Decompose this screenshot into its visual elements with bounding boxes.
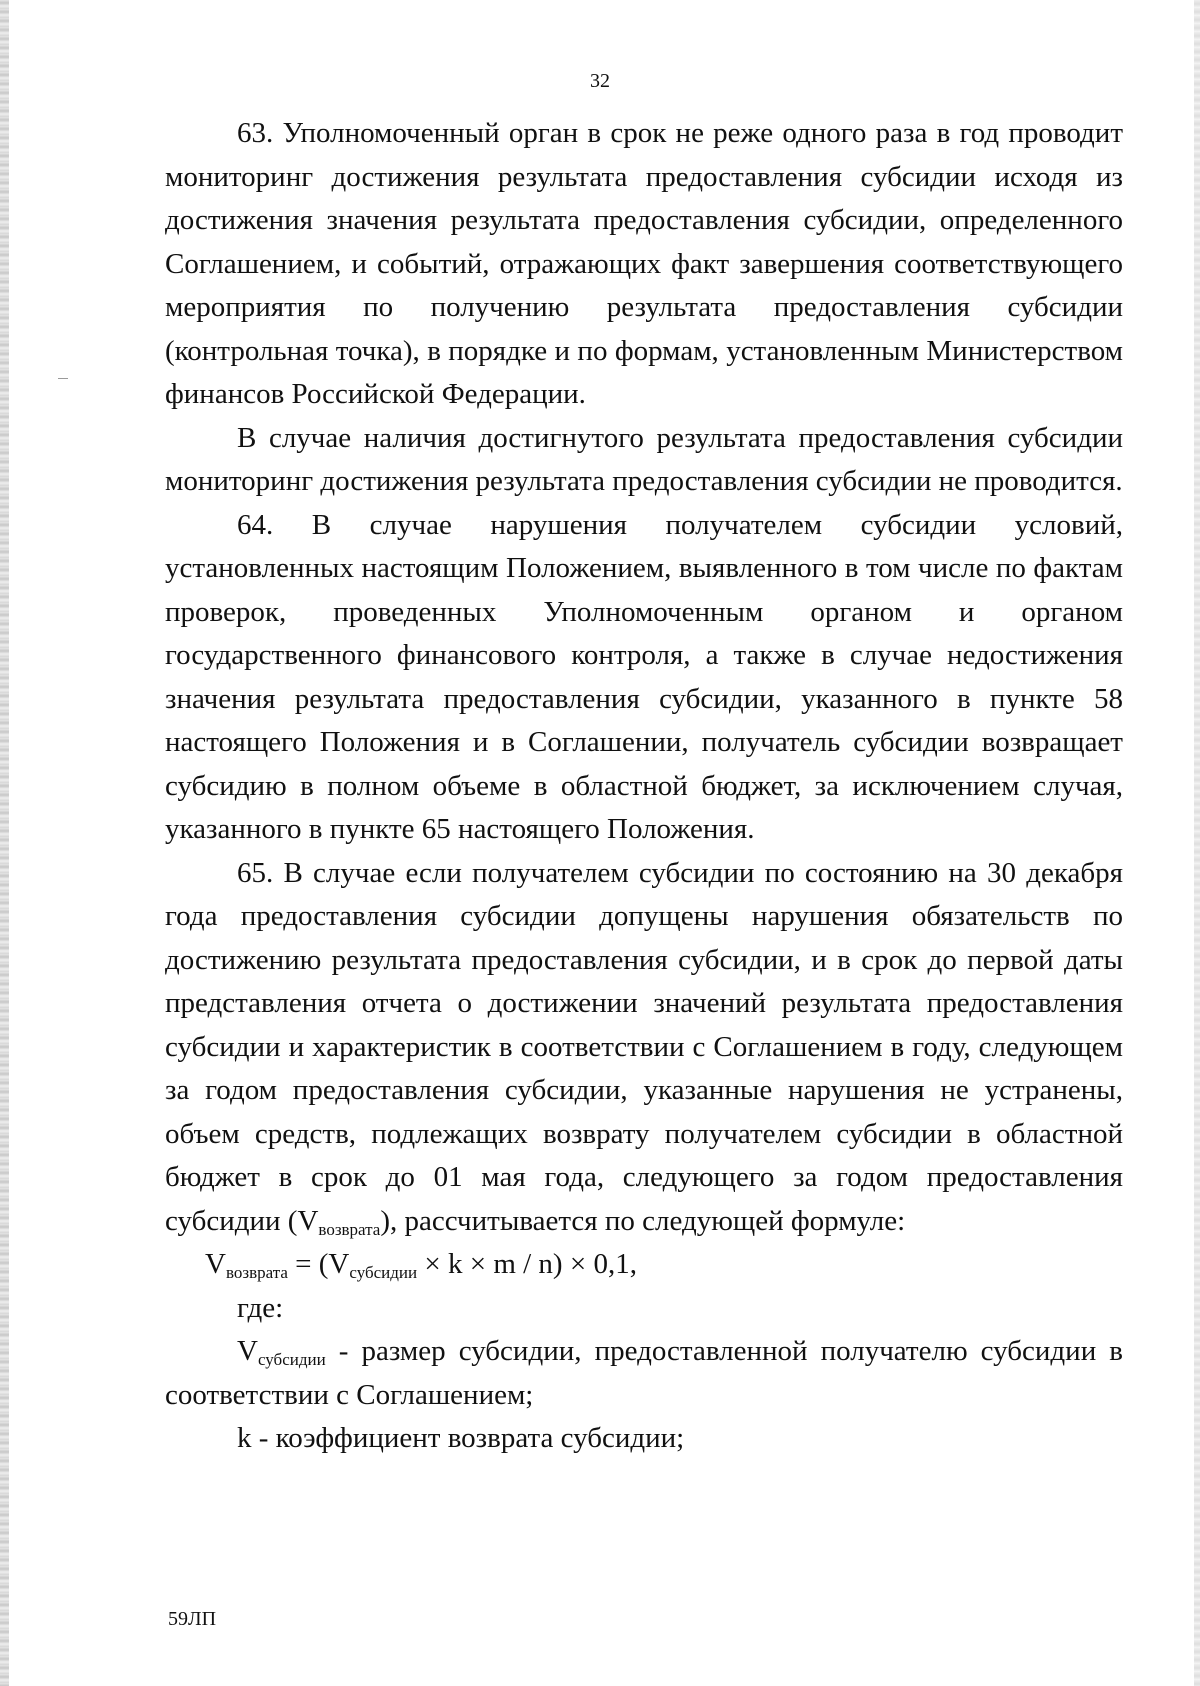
paragraph-65 bbox=[165, 852, 1123, 1244]
subscript-return: возврата bbox=[318, 1219, 381, 1239]
definition-text: - коэффициент возврата субсидии; bbox=[251, 1422, 685, 1454]
paragraph-65-text: 65. В случае если получателем субсидии по состоянию на 30 декабря года предоставления субсидии допущены нарушения обязательств по достижению результата предоставления субсидии, и в срок до первой даты представления отчета о достижении значений результата предоставления субсидии и характеристик в соответствии с Соглашением в году, следующем за годом предоставления субсидии, указанные нарушения не устранены, объем средств, подлежащих возврату получателем субсидии в областной бюджет в срок до 01 мая года, следующего за годом предоставления субсидии (V bbox=[165, 856, 1123, 1237]
paragraph-63-note: В случае наличия достигнутого результата предоставления субсидии мониторинг достижения результата предоставления субсидии не проводится. bbox=[165, 421, 1123, 497]
scan-edge-left bbox=[0, 0, 9, 1686]
formula bbox=[165, 1243, 1123, 1287]
formula-rest: × k × m / n) × 0,1, bbox=[417, 1248, 637, 1280]
scan-edge-right bbox=[1194, 0, 1200, 1686]
footer-code: 59ЛП bbox=[168, 1608, 217, 1630]
paragraph-63: 63. Уполномоченный орган в срок не реже одного раза в год проводит мониторинг достижения результата предоставления субсидии исходя из достижения значения результата предоставления субсидии, определенного Соглашением, и событий, отражающих факт завершения соответствующего мероприятия по получению результата предоставления субсидии (контрольная точка), в порядке и по формам, установленным Министерством финансов Российской Федерации. bbox=[165, 117, 1123, 410]
definition-v-subsidy bbox=[165, 1330, 1123, 1417]
document-body bbox=[165, 112, 1123, 1461]
definition-symbol: k bbox=[237, 1422, 252, 1454]
formula-rhs-subscript: субсидии bbox=[349, 1263, 418, 1282]
paragraph-65-tail: ), рассчитывается по следующей формуле: bbox=[380, 1204, 906, 1237]
definition-text: - размер субсидии, предоставленной получателю субсидии в соответствии с Соглашением; bbox=[165, 1335, 1123, 1411]
definition-symbol: V bbox=[237, 1335, 258, 1367]
formula-equals: = (V bbox=[287, 1248, 350, 1280]
where-label: где: bbox=[237, 1291, 284, 1324]
margin-mark bbox=[58, 378, 68, 379]
page-number: 32 bbox=[590, 70, 610, 92]
definition-subscript: субсидии bbox=[257, 1350, 326, 1369]
formula-lhs-subscript: возврата bbox=[225, 1263, 288, 1282]
definition-k bbox=[165, 1417, 1123, 1461]
paragraph-64: 64. В случае нарушения получателем субсидии условий, установленных настоящим Положением, выявленного в том числе по фактам проверок, проведенных Уполномоченным органом и органом государственного финансового контроля, а также в случае недостижения значения результата предоставления субсидии, указанного в пункте 58 настоящего Положения и в Соглашении, получатель субсидии возвращает субсидию в полном объеме в областной бюджет, за исключением случая, указанного в пункте 65 настоящего Положения. bbox=[165, 508, 1123, 845]
formula-lhs: V bbox=[205, 1248, 226, 1280]
